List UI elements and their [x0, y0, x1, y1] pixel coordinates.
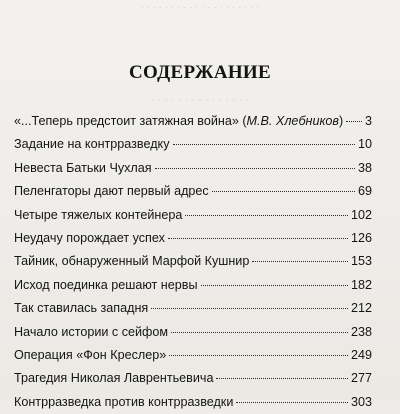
toc-entry-page-number: 126: [350, 230, 372, 245]
toc-entry-page-number: 212: [350, 301, 372, 316]
toc-entry-page-number: 3: [364, 114, 372, 128]
toc-entry-page-number: 249: [350, 347, 372, 362]
toc-entry-title-text: Операция «Фон Креслер»: [14, 347, 167, 362]
toc-entry-title: [14, 180, 209, 203]
toc-entry: [14, 344, 372, 367]
toc-entry: [14, 274, 372, 297]
toc-entry-title: [14, 367, 213, 390]
toc-entry-title: [14, 250, 249, 273]
toc-entry: [14, 133, 372, 156]
toc-entry: [14, 180, 372, 203]
toc-entry: [14, 367, 372, 390]
toc-entry-title: [14, 204, 182, 227]
toc-entry-page-number: 38: [357, 160, 372, 175]
toc-entry-page-number: 238: [350, 324, 372, 339]
toc-entry-title: [14, 110, 343, 133]
toc-entry-page-number: 10: [357, 137, 372, 152]
toc-entry-title: [14, 133, 170, 156]
toc-entry-title: [14, 321, 168, 344]
dot-leader: [185, 215, 348, 216]
toc-entry: [14, 250, 372, 273]
bleed-through-text: · · · · · · · · · · · · · · · · · · · ·: [140, 2, 260, 13]
toc-entry-title: [14, 391, 233, 414]
dot-leader: [169, 355, 348, 356]
toc-entry-title-text: Начало истории с сейфом: [14, 324, 169, 339]
toc-entry-title-text: Исход поединка решают нервы: [14, 277, 198, 292]
toc-entry-title-text: Контрразведка против контрразведки: [14, 394, 234, 409]
toc-entry-title: [14, 297, 148, 320]
dot-leader: [171, 332, 348, 333]
toc-entry-title-text: Четыре тяжелых контейнера: [14, 207, 183, 222]
toc-entry-author: М.В. Хлебников: [246, 114, 339, 128]
toc-entry-page-number: 102: [350, 207, 372, 222]
toc-entry-title-text: «...Теперь предстоит затяжная война» (: [14, 114, 247, 128]
bleed-through-text: · · · · · · · · · · · · · · ·: [151, 94, 249, 106]
toc-entry: [14, 321, 372, 344]
toc-entry-title-text: Неудачу порождает успех: [14, 230, 165, 245]
dot-leader: [212, 191, 355, 192]
toc-entry-title-text: Невеста Батьки Чухлая: [14, 160, 152, 175]
toc-entry: [14, 391, 372, 414]
toc-entry-title-text: Задание на контрразведку: [14, 137, 170, 152]
toc-entry: [14, 227, 372, 250]
toc-entry-title: [14, 227, 165, 250]
toc-entry-title-text: Пеленгаторы дают первый адрес: [14, 184, 209, 199]
toc-entry: [14, 204, 372, 227]
toc-entry-title-suffix: ): [338, 114, 344, 128]
dot-leader: [201, 285, 348, 286]
toc-entry-page-number: 182: [350, 277, 372, 292]
toc-entry-page-number: 153: [350, 254, 372, 269]
toc-entry-title: [14, 157, 152, 180]
toc-entry-title: [14, 344, 166, 367]
page-title: СОДЕРЖАНИЕ: [129, 62, 271, 83]
toc-entry-page-number: 303: [350, 394, 372, 409]
toc-entry-title-text: Так ставилась западня: [14, 301, 149, 316]
dot-leader: [173, 144, 355, 145]
dot-leader: [236, 402, 348, 403]
toc-entry-title: [14, 274, 198, 297]
toc-entry-page-number: 69: [357, 184, 372, 199]
dot-leader: [155, 168, 355, 169]
dot-leader: [151, 308, 348, 309]
dot-leader: [168, 238, 348, 239]
toc-entry: [14, 110, 372, 133]
dot-leader: [346, 121, 362, 122]
toc-entry-title-text: Трагедия Николая Лаврентьевича: [14, 371, 214, 386]
toc-entry: [14, 157, 372, 180]
toc-entry: [14, 297, 372, 320]
dot-leader: [252, 261, 348, 262]
toc-entry-title-text: Тайник, обнаруженный Марфой Кушнир: [14, 254, 250, 269]
toc-entry-page-number: 277: [350, 371, 372, 386]
table-of-contents: [14, 110, 372, 414]
dot-leader: [216, 378, 348, 379]
